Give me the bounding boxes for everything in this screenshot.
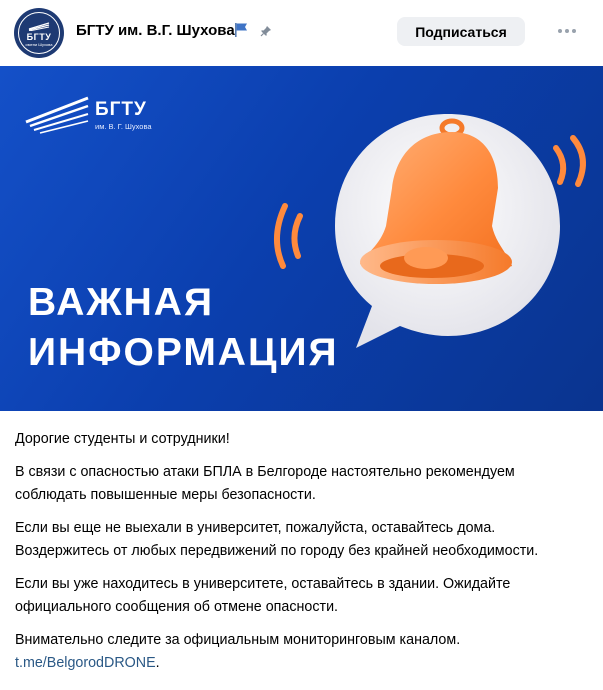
pin-icon	[260, 25, 272, 37]
post-text	[15, 428, 590, 685]
link-suffix: .	[155, 655, 160, 671]
headline-line-2: ИНФОРМАЦИЯ	[28, 331, 339, 374]
post-paragraph-1: В связи с опасностью атаки БПЛА в Белгороде настоятельно рекомендуем соблюдать повышенные меры безопасности.	[15, 464, 515, 503]
post-header	[0, 0, 603, 66]
logo-stripes-icon	[26, 98, 88, 133]
channel-avatar[interactable]	[14, 8, 64, 58]
post-paragraph-2: Если вы еще не выехали в университет, пожалуйста, оставайтесь дома. Воздержитесь от любых передвижений по городу без крайней необходимости.	[15, 520, 539, 559]
monitoring-channel-link[interactable]: t.me/BelgorodDRONE	[15, 655, 156, 671]
flag-icon	[234, 22, 248, 38]
banner-headline	[28, 278, 339, 378]
banner-brand: БГТУ	[95, 99, 147, 120]
post-paragraph-4-text: Внимательно следите за официальным мониторинговым каналом.	[15, 632, 461, 648]
announcement-banner-image[interactable]	[0, 66, 603, 411]
avatar-text: БГТУ	[26, 32, 52, 42]
avatar-subtext: имени Шухова	[25, 42, 53, 47]
subscribe-button[interactable]: Подписаться	[397, 17, 525, 46]
post-greeting: Дорогие студенты и сотрудники!	[15, 431, 230, 447]
more-dots-icon[interactable]	[556, 22, 578, 40]
avatar-logo-stripes-icon	[27, 21, 51, 31]
channel-title[interactable]: БГТУ им. В.Г. Шухова	[76, 22, 235, 39]
banner-brand-sub: им. В. Г. Шухова	[95, 122, 152, 131]
headline-line-1: ВАЖНАЯ	[28, 281, 214, 324]
post-paragraph-4	[15, 629, 590, 675]
post-paragraph-3: Если вы уже находитесь в университете, оставайтесь в здании. Ожидайте официального сообщения об отмене опасности.	[15, 576, 511, 615]
